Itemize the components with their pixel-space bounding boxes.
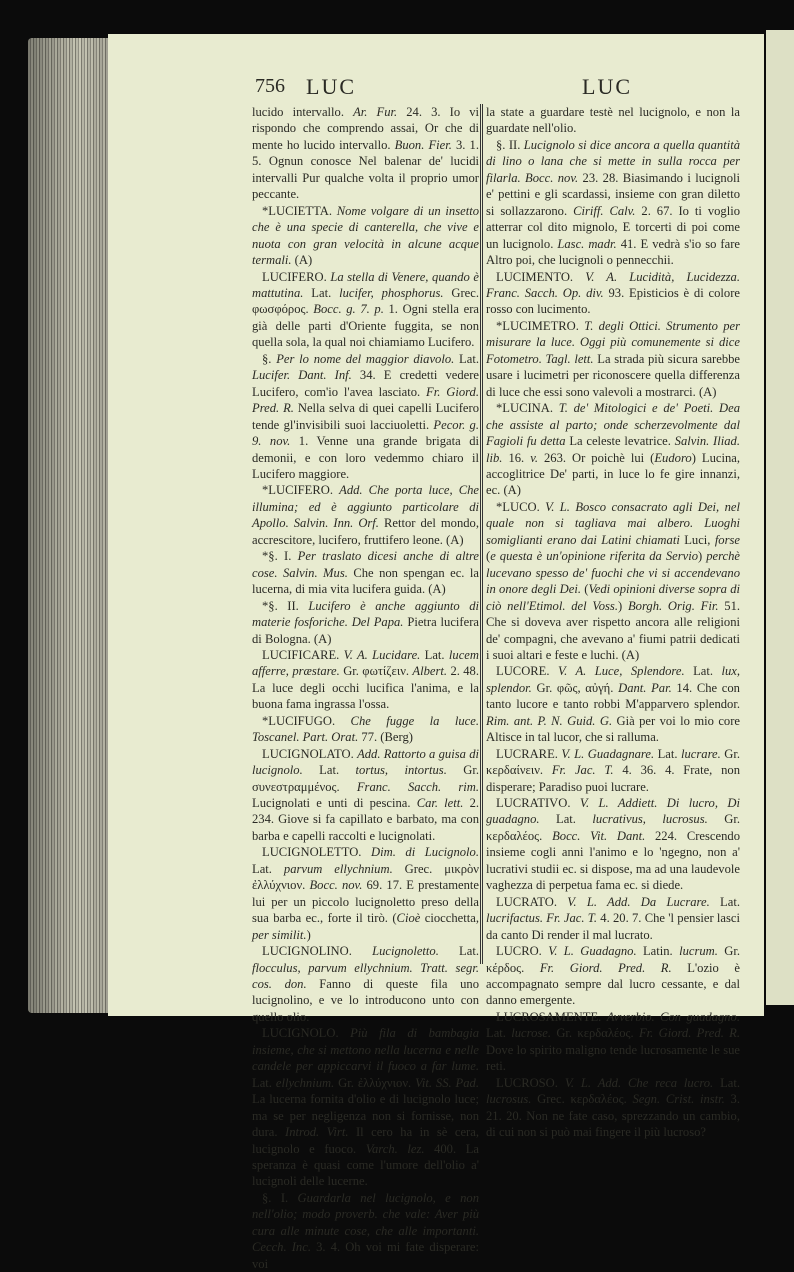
entry-text: *§. II. <box>262 598 309 613</box>
entry-text: 69. 17. E prestamente lui per un piccolo lucignoletto preso della sua barba ec., forte il tirò. ( <box>252 878 479 926</box>
entry-italic-text: parvum ellychnium. <box>283 861 393 876</box>
entry-text: Lat. <box>709 894 740 909</box>
entry-text: Gr. κερδαλέος. <box>486 812 740 843</box>
entry-italic-text: lucifer, phosphorus. <box>339 285 444 300</box>
entry-italic-text: lucrare. <box>681 746 721 761</box>
entry-italic-text: Vedi opinioni diverse sopra di ciò nell'Etimol. del Voss. <box>486 582 740 613</box>
entry-text: *LUCIETTA. <box>262 203 337 218</box>
dictionary-entry <box>486 499 740 664</box>
entry-text: 400. La speranza è quasi come l'umore dell'olio a' lucignoli delle lucerne. <box>252 1141 479 1189</box>
entry-italic-text: Più fila di bambagia insieme, che si mettono nella lucerna e nelle candele per appiccarvi il fuoco a far lume. <box>252 1026 479 1074</box>
entry-text: Gr. ἐλλύχνιον. <box>334 1075 416 1090</box>
entry-italic-text: perchè lucevano spesso de' fuochi che vi si accendevano in onore degli Dei. <box>486 549 740 597</box>
entry-text: §. <box>262 351 277 366</box>
dictionary-entry <box>486 663 740 745</box>
entry-text: Grec. κερδαλέος. <box>531 1092 633 1107</box>
entry-italic-text: Add. Che porta luce, Che illumina; ed è aggiunto particolare di Apollo. Salvin. Inn. Orf. <box>252 483 479 531</box>
entry-italic-text: lux, splendor. <box>486 664 741 695</box>
entry-italic-text: La stella di Venere, quando è mattutina. <box>252 269 479 300</box>
dictionary-entry <box>486 137 740 269</box>
entry-text: 24. 3. Io vi rispondo che comprendo assai, Or che di mente ho lucido intervallo. <box>252 105 480 152</box>
dictionary-entry <box>252 203 479 269</box>
entry-text: 2. 67. Io ti voglio atterrar col dito mignolo, E torcerti di poi come un lucignolo. <box>486 203 741 251</box>
dictionary-entry <box>252 943 479 1025</box>
entry-italic-text: Ciriff. Calv. <box>573 203 636 218</box>
entry-text: LUCIGNOLINO. <box>262 944 373 959</box>
entry-italic-text: Bocc. g. 7. p. <box>313 302 384 317</box>
entry-text: Lat. <box>438 944 479 959</box>
entry-text: LUCIGNOLO. <box>262 1026 351 1041</box>
entry-text: 263. Or poichè lui ( <box>538 450 655 465</box>
running-head-left: LUC <box>306 74 356 99</box>
entry-text: lucido intervallo. <box>252 105 354 119</box>
dictionary-entry <box>486 746 740 795</box>
entry-italic-text: Franc. Sacch. rim. <box>356 779 479 794</box>
entry-text: LUCIFERO. <box>262 269 331 284</box>
entry-italic-text: Fr. Giord. Pred. R. <box>539 960 672 975</box>
entry-text: LUCRATIVO. <box>496 796 580 811</box>
entry-text: ( <box>486 549 491 564</box>
entry-text: Dove lo spirito maligno tende lucrosamente le sue reti. <box>486 1042 740 1074</box>
entry-text: LUCRARE. <box>496 746 562 761</box>
entry-text: La strada più sicura sarebbe usare i lucimetri per riconoscere quella differenza di luce che essi sono valevoli a mostrarci. (A) <box>486 351 741 399</box>
entry-text: La celeste levatrice. <box>565 434 675 449</box>
entry-text: Lucignolati e unti di pescina. <box>252 796 417 811</box>
entry-text: 3. 21. 20. Non ne fate caso, sprezzando un cambio, di cui non si può mai fingere il più lucroso? <box>486 1092 740 1140</box>
entry-text: Lat. <box>486 1026 512 1041</box>
facing-page-edge <box>766 30 794 1005</box>
entry-text: ) <box>698 549 707 564</box>
right-column <box>486 104 740 1141</box>
entry-italic-text: flocculus, parvum ellychnium. Tratt. segr. cos. don. <box>252 960 479 992</box>
column-divider-rule <box>480 104 483 964</box>
dictionary-entry <box>486 269 740 318</box>
entry-text: *LUCIFUGO. <box>262 713 351 728</box>
entry-italic-text: T. degli Ottici. Strumento per misurare la luce. Oggi più comunemente si dice Fotometro. Tagl. lett. <box>486 318 740 366</box>
entry-text: Pietra lucifera di Bologna. (A) <box>252 615 479 646</box>
entry-text: La lucerna fornita d'olio e di lucignolo luce; ma se per negligenza non si fornisse, non dura. <box>252 1092 479 1140</box>
entry-italic-text: Pecor. g. 9. nov. <box>252 417 479 449</box>
entry-italic-text: Guardarla nel lucignolo, e non nell'olio; modo proverb. che vale: Aver più cura alle minute cose, che alle importanti. Cecch. Inc. <box>252 1190 479 1255</box>
entry-italic-text: Ar. Fur. <box>353 105 398 119</box>
entry-text: Lat. <box>252 1075 276 1090</box>
left-column <box>252 104 479 1272</box>
dictionary-entry <box>486 104 740 137</box>
entry-text: LUCIFICARE. <box>262 647 344 662</box>
entry-text: ) Lucina, accoglitrice De' parti, in luce lo fe gire innanzi, ec. (A) <box>486 450 740 498</box>
entry-text: Nella selva di quei capelli Lucifero tende gl'invisibili suoi lacciuoletti. <box>252 401 480 432</box>
entry-text: 2. 234. Giove si fa capillato e barbato, ma con barba e capelli raccolti e lucignolati. <box>252 796 480 843</box>
entry-text: Grec. μικρὸν ἐλλύχνιον. <box>252 861 479 893</box>
entry-text: Lat. <box>654 746 682 761</box>
entry-italic-text: Bocc. Vit. Dant. <box>552 828 646 843</box>
entry-text: (A) <box>291 253 313 268</box>
entry-text: LUCROSO. <box>496 1075 565 1090</box>
entry-text: LUCRATO. <box>496 894 568 909</box>
page-number: 756 <box>255 75 285 97</box>
entry-italic-text: Che fugge la luce. Toscanel. Part. Orat. <box>252 713 479 745</box>
entry-text: 2. 48. La luce degli occhi lucifica l'anima, e la buona fama ingrassa l'ossa. <box>252 664 479 712</box>
dictionary-entry <box>252 1025 479 1190</box>
entry-text: 4. 20. 7. Che 'l pensier lasci da canto Di render il mal lucrato. <box>486 911 741 942</box>
entry-text: Rettor del mondo, accrescitore, lucifero, fruttifero leone. (A) <box>252 516 479 547</box>
entry-text: Lat. <box>454 351 479 366</box>
entry-italic-text: Car. lett. <box>416 796 464 811</box>
entry-text: 23. 28. Biasimando i lucignoli e' pettini e gli scardassi, insieme con gran diletto si sollazzarono. <box>486 170 740 218</box>
entry-text: Fanno di queste fila uno lucignolino, e ve lo introducono unto con quello olio. <box>252 977 479 1024</box>
entry-italic-text: lucrosus. <box>486 1092 532 1107</box>
entry-text: Il cero ha in sè cera, lucignolo e fuoco. <box>252 1125 479 1156</box>
entry-text: §. I. <box>262 1190 298 1205</box>
entry-text: Gr. κερδαίνειν. <box>486 746 741 778</box>
entry-text: Gr. φῶς, αὐγή. <box>531 680 619 695</box>
entry-italic-text: V. L. Addiett. Di lucro, Di guadagno. <box>486 796 740 827</box>
entry-text: Lat. <box>420 647 449 662</box>
entry-text: ciocchetta, <box>420 911 479 926</box>
entry-italic-text: Per traslato dicesi anche di altre cose. Salvin. Mus. <box>252 549 479 580</box>
entry-text: 3. 1. 5. Ognun conosce Nel balenar de' lucidi intervalli Pur qualche volta il proprio umor peccante. <box>252 137 479 202</box>
dictionary-entry <box>486 795 740 894</box>
entry-text: Lat. <box>302 763 356 778</box>
dictionary-entry <box>252 1190 479 1272</box>
entry-text: 224. Crescendo insieme cogli anni l'animo e lo 'ngegno, non a' lucrativi studii ec. si dispose, ma ad una laudevole vaghezza di perpetua fama ec. si diede. <box>486 828 740 893</box>
entry-italic-text: Varch. lez. <box>365 1141 425 1156</box>
dictionary-entry <box>486 894 740 943</box>
entry-italic-text: lucrum. <box>679 944 718 959</box>
entry-text: LUCIMENTO. <box>496 269 586 284</box>
entry-italic-text: Nome volgare di un insetto che è una specie di canterella, che vive e nuota con gran velocità in alcune acque termali. <box>252 203 480 268</box>
entry-italic-text: lucrativus, lucrosus. <box>592 812 708 827</box>
entry-text: LUCORE. <box>496 664 558 679</box>
entry-italic-text: Buon. Fier. <box>394 137 452 152</box>
entry-text: 93. Episticios è di colore rosso con lucimento. <box>486 285 740 317</box>
entry-italic-text: ellychnium. <box>275 1075 335 1090</box>
entry-italic-text: V. L. Bosco consacrato agli Dei, nel quale non si tagliava mai albero. Luoghi somiglianti erano dai Latini chiamati <box>486 499 740 547</box>
entry-italic-text: v. <box>530 450 538 465</box>
entry-italic-text: Eudoro <box>654 450 692 465</box>
entry-text: *§. I. <box>262 549 298 564</box>
entry-italic-text: Introd. Virt. <box>285 1125 349 1140</box>
dictionary-entry <box>252 647 479 713</box>
entry-text: 34. E credetti vedere Lucifero, com'io l'avea lasciato. <box>252 368 480 399</box>
dictionary-entry <box>252 746 479 845</box>
entry-italic-text: lucem afferre, præstare. <box>252 647 479 679</box>
entry-text: *LUCIMETRO. <box>496 318 585 333</box>
entry-text: Lat. <box>539 812 593 827</box>
entry-italic-text: Dim. di Lucignolo. <box>371 845 479 860</box>
entry-italic-text: Salvin. Iliad. lib. <box>486 434 740 465</box>
entry-text: 14. Che con tanto lucore e tanto robbi M'apparvero splendor. <box>486 680 740 712</box>
entry-italic-text: Per lo nome del maggior diavolo. <box>276 351 455 366</box>
dictionary-entry <box>252 482 479 548</box>
entry-text: Che non spengan ec. la lucerna, di mia vita lucifera guida. (A) <box>252 565 479 597</box>
entry-italic-text: per similit. <box>252 927 307 942</box>
dictionary-entry <box>252 598 479 647</box>
entry-italic-text: Rim. ant. P. N. Guid. G. <box>486 713 613 728</box>
entry-italic-text: Lucifero è anche aggiunto di materie fosforiche. Del Papa. <box>252 598 479 630</box>
entry-text: Lat. <box>303 285 340 300</box>
dictionary-entry <box>486 1075 740 1141</box>
entry-text: 51. Che si doveva aver rispetto ancora alle religioni de' compagni, che avevano a' fiumi patrii dedicati i suoi altari e feste e luchi. (A) <box>486 598 741 662</box>
entry-italic-text: T. de' Mitologici e de' Poeti. Dea che assiste al parto; onde scherzevolmente dal Fagioli fu detta <box>486 401 741 449</box>
entry-italic-text: Dant. Par. <box>618 680 672 695</box>
entry-text: ) <box>617 598 628 613</box>
running-head-right: LUC <box>582 74 632 99</box>
entry-text: L'ozio è accompagnato sempre dal lucro cessante, e dal danno emergente. <box>486 960 740 1008</box>
entry-italic-text: V. A. Lucidare. <box>343 647 421 662</box>
entry-italic-text: e questa è un'opinione riferita da Servio <box>490 549 699 564</box>
entry-italic-text: Fr. Giord. Pred. R. <box>638 1026 740 1041</box>
book-edge-shadow <box>28 38 112 1013</box>
entry-italic-text: lucrifactus. Fr. Jac. T. <box>486 911 598 926</box>
entry-italic-text: forse <box>714 532 740 547</box>
entry-text: 1. Ogni stella era già delle parti d'Oriente fuggita, se non quella sola, la qual noi chiamiamo Lucifero. <box>252 302 479 350</box>
entry-text: LUCIGNOLETTO. <box>262 845 372 860</box>
entry-text: *LUCO. <box>496 499 546 514</box>
entry-text: Luci, <box>679 532 715 547</box>
dictionary-entry <box>486 1009 740 1075</box>
entry-text: Grec. φωσφόρος. <box>252 285 479 317</box>
entry-italic-text: V. L. Guadagno. <box>548 944 637 959</box>
entry-italic-text: Lasc. madr. <box>557 236 617 251</box>
entry-text: *LUCINA. <box>496 401 559 416</box>
entry-italic-text: V. L. Guadagnare. <box>561 746 655 761</box>
entry-text: Lat. <box>252 861 284 876</box>
entry-text: Lat. <box>684 664 722 679</box>
entry-text: 1. Venne una grande brigata di demonii, e con loro vedemmo chiaro il Lucifero maggiore. <box>252 434 479 481</box>
entry-text: Gr. κερδαλέος. <box>551 1026 639 1041</box>
entry-italic-text: Cioè <box>396 911 421 926</box>
entry-text: Gr. κέρδος. <box>486 944 741 975</box>
entry-italic-text: Albert. <box>412 664 448 679</box>
dictionary-entry <box>252 548 479 597</box>
entry-italic-text: Lucifer. Dant. Inf. <box>252 368 352 383</box>
entry-text: 77. (Berg) <box>358 730 413 745</box>
entry-text: LUCIGNOLATO. <box>262 746 358 761</box>
entry-italic-text: Bocc. nov. <box>309 878 363 893</box>
entry-text: Già per voi lo mio core Altisce in tal lucor, che si ralluma. <box>486 713 740 745</box>
dictionary-entry <box>486 943 740 1009</box>
entry-text: Gr. συνεστραμμένος. <box>252 763 480 794</box>
entry-text: LUCROSAMENTE. <box>496 1009 607 1024</box>
entry-text: 4. 36. 4. Frate, non disperare; Paradiso puoi lucrare. <box>486 763 740 794</box>
entry-text: Gr. φωτίζειν. <box>339 664 413 679</box>
dictionary-entry <box>252 713 479 746</box>
entry-italic-text: V. L. Add. Da Lucrare. <box>567 894 710 909</box>
entry-italic-text: Vit. SS. Pad. <box>415 1075 479 1090</box>
entry-text: Latin. <box>636 944 680 959</box>
entry-text: 3. 4. Oh voi mi fate disperare: voi <box>252 1240 479 1271</box>
entry-text: LUCRO. <box>496 944 549 959</box>
entry-italic-text: tortus, intortus. <box>355 763 447 778</box>
entry-italic-text: Lucignolo si dice ancora a quella quantità di lino o lana che si mette in sulla rocca per filarla. Bocc. nov. <box>486 137 740 185</box>
dictionary-entry <box>486 400 740 499</box>
entry-text: ) <box>306 927 311 942</box>
entry-italic-text: V. L. Add. Che reca lucro. <box>564 1075 714 1090</box>
entry-text: ( <box>581 582 589 597</box>
entry-text: 16. <box>502 450 531 465</box>
dictionary-entry <box>252 269 479 351</box>
entry-text: 41. E vedrà s'io so fare Altro poi, che lucignoli o pennecchii. <box>486 236 740 268</box>
dictionary-entry <box>486 318 740 400</box>
entry-text: *LUCIFERO. <box>262 483 340 498</box>
entry-italic-text: lucrose. <box>511 1026 552 1041</box>
entry-italic-text: Fr. Jac. T. <box>551 763 614 778</box>
entry-text: la state a guardare testè nel lucignolo, e non la guardate nell'olio. <box>486 105 740 136</box>
entry-italic-text: V. A. Luce, Splendore. <box>558 664 685 679</box>
entry-italic-text: Lucignoletto. <box>372 944 439 959</box>
entry-italic-text: V. A. Lucidità, Lucidezza. Franc. Sacch. Op. div. <box>486 269 740 300</box>
entry-italic-text: Borgh. Orig. Fir. <box>627 598 719 613</box>
dictionary-entry <box>252 351 479 483</box>
entry-italic-text: Fr. Giord. Pred. R. <box>252 384 479 416</box>
entry-text: Lat. <box>713 1075 741 1090</box>
entry-italic-text: Segn. Crist. instr. <box>632 1092 725 1107</box>
entry-italic-text: Avverbio. Con guadagno. <box>606 1009 740 1024</box>
entry-text: §. II. <box>496 137 524 152</box>
entry-italic-text: Add. Rattorto a guisa di lucignolo. <box>252 746 479 778</box>
dictionary-entry <box>252 104 479 203</box>
dictionary-entry <box>252 844 479 943</box>
